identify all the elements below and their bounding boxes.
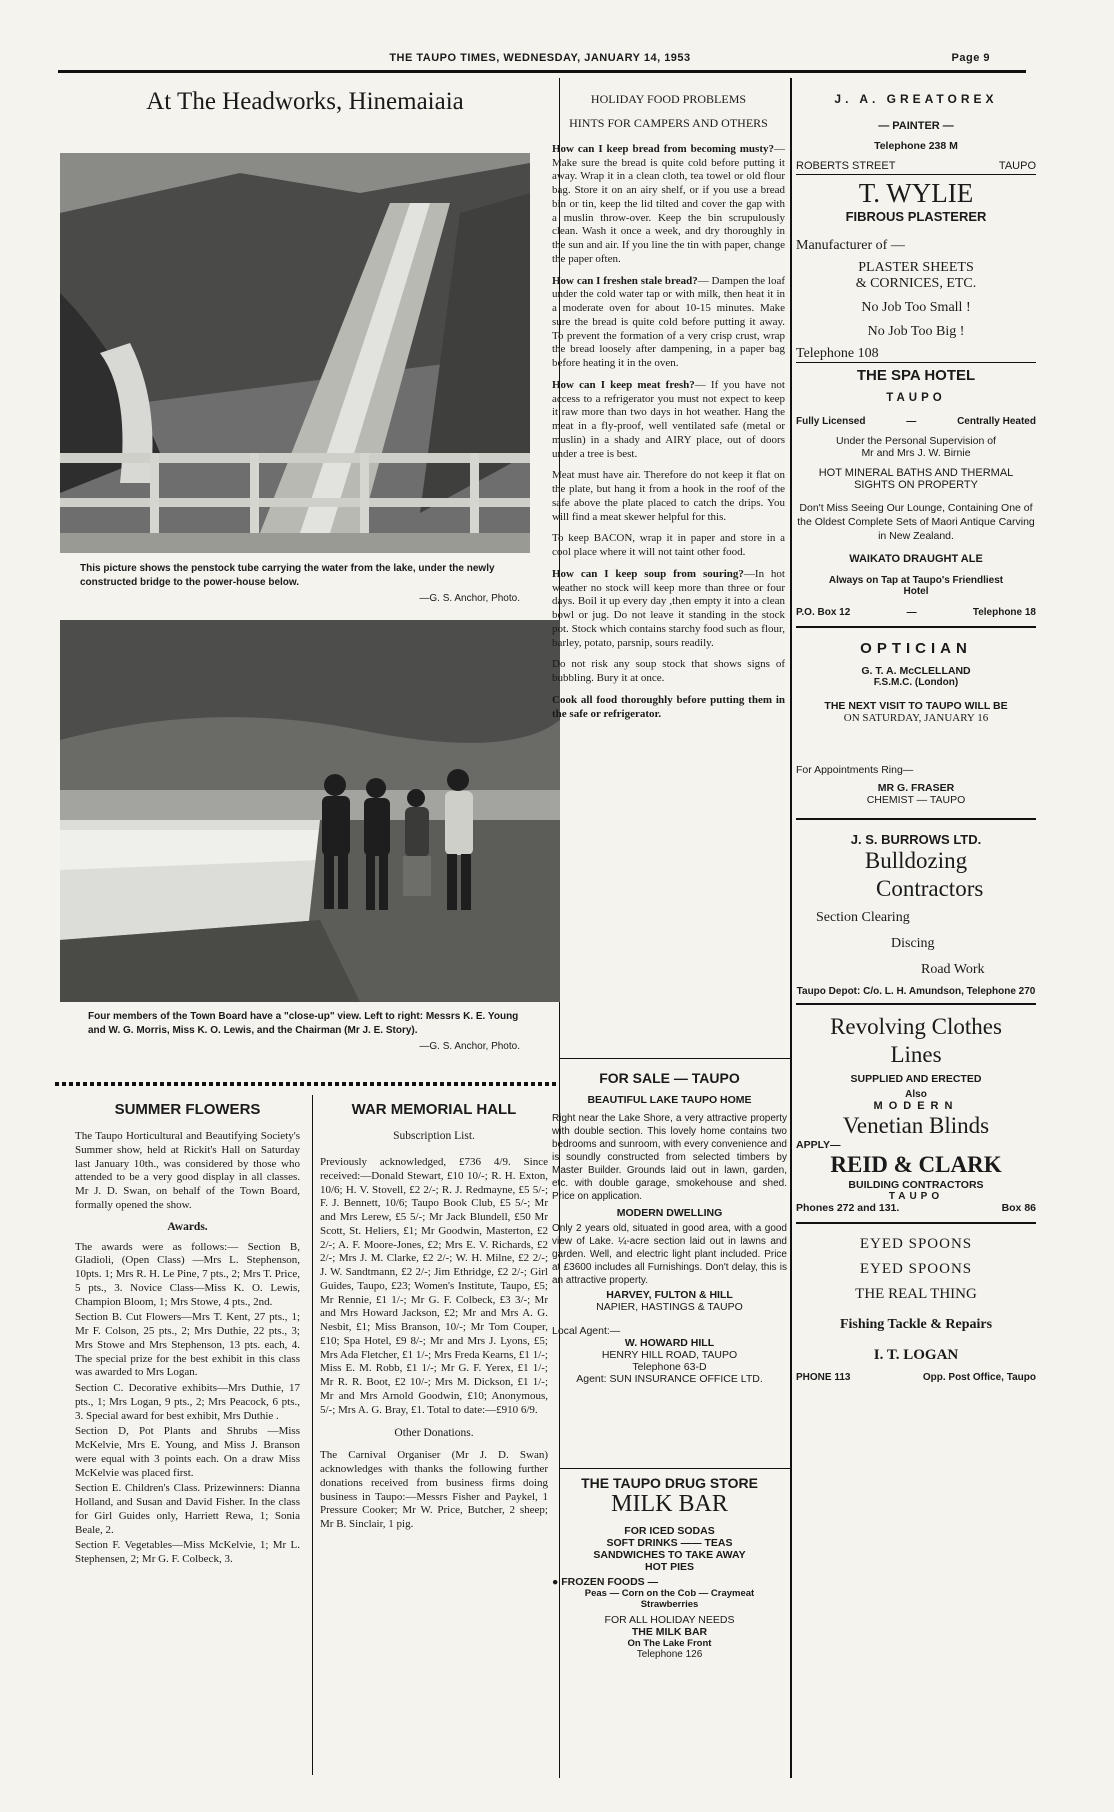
local-agent-label: Local Agent:— — [552, 1325, 621, 1337]
reid-clark-box: Box 86 — [1001, 1201, 1036, 1214]
page-number: Page 9 — [951, 52, 990, 64]
reid-clark-phones: Phones 272 and 131. — [796, 1201, 900, 1214]
penstock-photo-image — [60, 153, 530, 553]
answer: — Dampen the loaf under the cold water tap or with milk, then heat it in a moderate oven for about 10-15 minutes. Make sure the bread is quite cold before putting it away. To prevent the formation of a very crisp crust, wrap the bread loosely after dampening, in a paper bag before heating it in the oven. — [552, 274, 785, 370]
for-sale-ad — [552, 1070, 787, 1490]
spa-hotel-name: THE SPA HOTEL — [856, 366, 976, 384]
lines-title: Lines — [890, 1041, 942, 1067]
greatorex-phone: Telephone 238 M — [874, 140, 958, 152]
logan-name: I. T. LOGAN — [873, 1346, 959, 1363]
awards-heading: Awards. — [167, 1220, 208, 1233]
paragraph: To keep BACON, wrap it in paper and store in a cool place where it will not taint other food. — [552, 532, 785, 559]
burrows-service: Section Clearing — [816, 910, 910, 926]
question: How can I freshen stale bread? — [552, 274, 698, 287]
venetian-title: Venetian Blinds — [842, 1112, 990, 1138]
optician-title: OPTICIAN — [860, 640, 972, 658]
also-label: Also — [905, 1088, 927, 1100]
apply-label: APPLY— — [796, 1139, 841, 1152]
wylie-manufacturer: Manufacturer of — — [796, 237, 905, 253]
question: How can I keep soup from souring? — [552, 567, 744, 580]
drug-store-name: THE TAUPO DRUG STORE — [581, 1475, 758, 1491]
holiday-food-article — [552, 92, 785, 1052]
optician-chemist: CHEMIST — TAUPO — [796, 794, 1036, 820]
spa-licensed: Fully Licensed — [796, 415, 866, 427]
reid-clark-location: TAUPO — [888, 1190, 944, 1202]
spa-po-box: P.O. Box 12 — [796, 607, 851, 619]
agent-name: HARVEY, FULTON & HILL — [606, 1289, 733, 1301]
milk-bar-line: FOR ICED SODAS — [624, 1525, 715, 1538]
optician-date: ON SATURDAY, JANUARY 16 — [843, 712, 989, 725]
awards-paragraph: Section F. Vegetables—Miss McKelvie, 1; Mr L. Stephensen, 2; Mr G. F. Colbeck, 3. — [75, 1539, 300, 1565]
header-rule — [58, 70, 1026, 73]
local-agent-address: HENRY HILL ROAD, TAUPO — [601, 1349, 738, 1361]
spa-phone: Telephone 18 — [972, 607, 1036, 619]
rule — [560, 1058, 790, 1059]
waikato-ale: WAIKATO DRAUGHT ALE — [849, 553, 983, 566]
paragraph: Do not risk any soup stock that shows signs of bubbling. Bury it at once. — [552, 658, 785, 685]
summer-flowers-article — [75, 1095, 300, 1785]
town-board-photo — [60, 620, 560, 1002]
spa-baths: HOT MINERAL BATHS AND THERMAL — [818, 466, 1014, 479]
question: How can I keep meat fresh? — [552, 378, 695, 391]
for-sale-subtitle: BEAUTIFUL LAKE TAUPO HOME — [587, 1094, 752, 1106]
spa-hotel-location: TAUPO — [886, 391, 946, 404]
photo-headline: At The Headworks, Hinemaiaia — [146, 88, 464, 115]
masthead-title: THE TAUPO TIMES, WEDNESDAY, JANUARY 14, 1953 — [389, 52, 691, 64]
milk-bar-line: Strawberries — [640, 1599, 699, 1611]
masthead — [60, 52, 1020, 70]
bullet-icon: ● — [552, 1576, 562, 1589]
insurance-agent: Agent: SUN INSURANCE OFFICE LTD. — [576, 1373, 763, 1385]
modern-dwelling-heading: MODERN DWELLING — [616, 1207, 723, 1219]
wylie-slogan: No Job Too Small ! — [861, 299, 971, 315]
answer: —Make sure the bread is quite cold before putting it away. Wrap it in a clean cloth, tea towel or old flour bag. Store it on an airy shelf, or if you use a bread bin or tin, keep the lid tilted and cover the gap with a muslin throw-over. Keep the bin scrupulously clean. Wash it once a week, and dry thoroughly in the sun and air. If you line the tin with paper, change the paper often. — [552, 142, 785, 265]
real-thing: THE REAL THING — [855, 1285, 977, 1302]
awards-paragraph: Section B. Cut Flowers—Mrs T. Kent, 27 pts., 1; Mr F. Colson, 25 pts., 2; Mrs Duthie, 22 pts., 3; Mrs Stowe and Mrs Stephenson, 13 pts. each, 4. The special prize for the best exhibit in this class was awarded to Mrs Logan. — [75, 1311, 300, 1379]
greatorex-name: J. A. GREATOREX — [834, 92, 998, 106]
reid-clark-trade: BUILDING CONTRACTORS — [848, 1178, 984, 1191]
awards-paragraph: Section E. Children's Class. Prizewinners: Dianna Holland, and Susan and David Fisher. In the class for Girl Guides only, Harriett Rewa, 1; Sonia Beale, 2. — [75, 1482, 300, 1536]
milk-bar-line: HOT PIES — [644, 1561, 694, 1574]
burrows-service: Road Work — [921, 962, 985, 978]
burrows-name: J. S. BURROWS LTD. — [850, 832, 982, 848]
painter-label: — PAINTER — — [878, 120, 954, 132]
column-divider — [790, 78, 792, 1778]
spa-lounge: Don't Miss Seeing Our Lounge, Containing One of the Oldest Complete Sets of Maori Antique Carving in New Zealand. — [797, 501, 1035, 543]
wylie-phone: Telephone 108 — [796, 346, 1036, 363]
answer: —In hot weather no stock will keep more than three or four days. Boil it up every day ,then empty it into a clean bowl or jug. Do not leave it standing in the stock pot. Stock which contains starchy food such as flour, barley, potato, parsnip, sours readily. — [552, 567, 785, 649]
burrows-service: Discing — [891, 936, 935, 952]
right-ads-column: J. A. GREATOREX — PAINTER — Telephone 238 M ROBERTS STREET TAUPO T. WYLIE FIBROUS PLASTERER Manufacturer of — PLASTER SHEETS & CORNICES, ETC. No Job Too Small ! No Job Too Big ! Telephone 108 THE SPA HOTEL TAUPO Fully Licensed — Centrally Heated Under the Personal Supervision of Mr and Mrs J. W. Birnie HOT MINERAL BATHS AND THERMAL SIGHTS ON PROPERTY Don't Miss Seeing Our Lounge, Containing One of the Oldest Complete Sets of Maori Antique Carving in New Zealand. WAIKATO DRAUGHT ALE Always on Tap at Taupo's Friendliest Hotel P.O. Box 12 — Telephone 18 OPTICIAN G. T. A. McCLELLAND F.S.M.C. (London) THE NEXT VISIT TO TAUPO WILL BE ON SATURDAY, JANUARY 16 For Appointments Ring— MR G. FRASER CHEMIST — TAUPO J. S. BURROWS LTD. Bulldozing Contractors Section Clearing Discing Road Work Taupo Depot: C/o. L. H. Amundson, Telephone 270 Revolving Clothes Lines SUPPLIED AND ERECTED Also MODERN Venetian Blinds APPLY— REID & CLARK BUILDING CONTRACTORS TAUPO Phones 272 and 131. Box 86 EYED SPOONS EYED SPOONS THE REAL THING Fishing Tackle & Repairs I. T. LOGAN PHONE 113 Opp. Post Office, Taupo — [796, 92, 1036, 1383]
spa-sights: SIGHTS ON PROPERTY — [854, 478, 978, 491]
modern-dwelling-description: Only 2 years old, situated in good area, with a good view of Lake. ¼-acre section laid out in lawns and garden. Well, and electric light plant included. Price at £3600 includes all Furnishings. Don't delay, this is an attractive property. — [552, 1223, 787, 1286]
eyed-spoons: EYED SPOONS — [859, 1260, 973, 1277]
modern-label: MODERN — [873, 1099, 959, 1112]
rule — [560, 1468, 790, 1469]
milk-bar-line: THE MILK BAR — [631, 1626, 708, 1639]
milk-bar-line: SOFT DRINKS —— TEAS — [606, 1537, 733, 1550]
agent-locations: NAPIER, HASTINGS & TAUPO — [596, 1301, 743, 1313]
summer-flowers-intro: The Taupo Horticultural and Beautifying Society's Summer show, held at Rickit's Hall on Saturday last January 10th., was considered by those who attended to be a very good display in all classes. Mr J. D. Swan, on behalf of the Town Board, formally opened the show. — [75, 1130, 300, 1211]
other-donations-text: The Carnival Organiser (Mr J. D. Swan) acknowledges with thanks the following further donations received from business firms doing business in Taupo:—Messrs Fisher and Paykel, 1 Pressure Cooker; Mr W. Price, Butcher, 2 sheep; Mr B. Sinclair, 1 pig. — [320, 1449, 548, 1530]
column-divider — [312, 1095, 313, 1775]
milk-bar-line: Peas — Corn on the Cob — Craymeat — [584, 1588, 755, 1600]
revolving-title: Revolving Clothes — [830, 1014, 1002, 1040]
milk-bar-line: FOR ALL HOLIDAY NEEDS — [604, 1614, 735, 1627]
question: How can I keep bread from becoming musty? — [552, 142, 774, 155]
town-board-credit: —G. S. Anchor, Photo. — [419, 1041, 520, 1052]
milk-bar-line: SANDWICHES TO TAKE AWAY — [593, 1549, 746, 1562]
paragraph: Meat must have air. Therefore do not keep it flat on the plate, but hang it from a hook in the roof of the safe above the plate placed to catch the drips. You will find a meat skewer helpful for this. — [552, 469, 785, 523]
logan-address: Opp. Post Office, Taupo — [922, 1371, 1036, 1383]
for-sale-title: FOR SALE — TAUPO — [599, 1070, 740, 1086]
optician-contact: MR G. FRASER — [877, 782, 955, 795]
spa-heated: Centrally Heated — [957, 415, 1036, 427]
contractors-title: Contractors — [876, 875, 984, 901]
milk-bar-title: MILK BAR — [611, 1491, 728, 1517]
optician-name: G. T. A. McCLELLAND — [861, 665, 971, 678]
optician-qualification: F.S.M.C. (London) — [873, 677, 959, 689]
penstock-photo — [60, 153, 530, 553]
for-sale-description: Right near the Lake Shore, a very attractive property with double section. This lovely home contains two bedrooms and sunroom, with every convenience and is soundly constructed from selected timbers by Master Builder. Grounds laid out in lawn, garden, etc. with double garage, smokehouse and shed. Price on application. — [552, 1113, 787, 1202]
ale-tagline: Always on Tap at Taupo's Friendliest Hotel — [828, 575, 1004, 598]
burrows-depot: Taupo Depot: C/o. L. H. Amundson, Telephone 270 — [796, 986, 1036, 1005]
milk-bar-ad — [552, 1475, 787, 1715]
subscription-heading: Subscription List. — [393, 1130, 475, 1142]
summer-flowers-title: SUMMER FLOWERS — [114, 1101, 261, 1118]
subscription-list: Previously acknowledged, £736 4/9. Since received:—Donald Stewart, £10 10/-; R. H. Exton, 10/6; H. V. Stovell, £2 2/-; R. J. Redmayne, £5 5/-; F. J. Bennett, 10/6; Taupo Book Club, £5 5/-; Mr and Mrs Lerew, £5 5/-; Mr Jack Blundell, £50 Mr Scott, St. Heliers, £1; Mr Goodwin, Masterton, £2 2/-; A. F. Moore-Jones, £2; Mrs E. V. Richards, £2 2/-; Mrs J. M. Clarke, £2 2/-; W. H. Milne, £2 2/-; J. W. Sandtmann, £2 2/-; Jim Ethridge, £2 2/-; Girl Guides, Taupo, £23; Women's Institute, Taupo, £5; Mr Rennie, £1 1/-; Mr G. F. Colbeck, £3 3/-; Mr and Mrs Howard Jackson, £2; Mr and Mrs A. G. Nesbit, £1; Miss Branson, 10/-; Mr Tom Couper, £10; Spa Hotel, £9 8/-; Mr and Mrs J. Lyons, £5; Mrs Ada Fletcher, £1 1/-; Mrs Freda Kearns, £1 1/-; Miss E. M. Robb, £1 1/-; Mr G. F. Yerex, £1 1/-; Mr R. R. Boot, £2 10/-; Mrs M. Dickson, £1 1/-; Mr and Mrs Arnold Goodwin, £10; Anonymous, 5/-; Mrs A. G. Bray, £1. Total to date:—£910 6/9. — [320, 1156, 548, 1416]
section-divider — [55, 1082, 557, 1086]
fishing-tackle: Fishing Tackle & Repairs — [839, 1316, 993, 1332]
milk-bar-phone: Telephone 126 — [636, 1649, 703, 1661]
town-board-caption: Four members of the Town Board have a "close-up" view. Left to right: Messrs K. E. Young and W. G. Morris, Miss K. O. Lewis, and the Chairman (Mr J. E. Story). — [88, 1011, 519, 1036]
awards-paragraph: Section D, Pot Plants and Shrubs —Miss McKelvie, Mrs E. Young, and Miss J. Branson were equal with 3 points each. On a draw Miss McKelvie was placed first. — [75, 1425, 300, 1479]
penstock-caption: This picture shows the penstock tube carrying the water from the lake, under the newly constructed bridge to the power-house below. — [80, 563, 495, 588]
spa-owners: Mr and Mrs J. W. Birnie — [861, 446, 971, 459]
reid-clark-name: REID & CLARK — [830, 1152, 1002, 1178]
war-memorial-article — [320, 1095, 548, 1785]
wylie-product: PLASTER SHEETS — [858, 259, 974, 275]
milk-bar-line: FROZEN FOODS — — [561, 1576, 659, 1589]
wylie-slogan: No Job Too Big ! — [867, 323, 965, 339]
eyed-spoons: EYED SPOONS — [859, 1235, 973, 1252]
spa-supervision: Under the Personal Supervision of — [836, 434, 996, 447]
local-agent-name: W. HOWARD HILL — [624, 1337, 715, 1349]
bulldozing-title: Bulldozing — [864, 848, 968, 874]
town-board-photo-image — [60, 620, 560, 1002]
wylie-name: T. WYLIE — [858, 178, 974, 208]
wylie-product: & CORNICES, ETC. — [855, 275, 977, 291]
local-agent-phone: Telephone 63-D — [632, 1361, 707, 1373]
wylie-trade: FIBROUS PLASTERER — [845, 208, 987, 224]
awards-paragraph: The awards were as follows:— Section B, Gladioli, (Open Class) —Mrs L. Stephenson, 10pts. 1; Mrs R. H. Le Pine, 7 pts., 2; Mrs T. Price, 5 pts., 3. Novice Class—Miss K. O. Lewis, Champion Bloom, 1; Mrs Stowe, 4 pts., 2nd. — [75, 1240, 300, 1308]
paragraph: Cook all food thoroughly before putting them in the safe or refrigerator. — [552, 693, 785, 720]
penstock-credit: —G. S. Anchor, Photo. — [419, 593, 520, 604]
milk-bar-line: On The Lake Front — [627, 1638, 712, 1650]
answer: — If you have not access to a refrigerator you must not expect to keep it raw more than two days in hot weather. Hang the meat in a fly-proof, well ventilated safe (metal or muslin) in a shady and AIRY place, out of doors under a tree is best. — [552, 378, 785, 460]
holiday-food-subtitle: HINTS FOR CAMPERS AND OTHERS — [569, 116, 768, 131]
other-donations-heading: Other Donations. — [394, 1427, 474, 1440]
roberts-taupo: TAUPO — [998, 160, 1036, 172]
war-memorial-title: WAR MEMORIAL HALL — [351, 1101, 517, 1118]
holiday-food-title: HOLIDAY FOOD PROBLEMS — [590, 92, 747, 106]
optician-appointments: For Appointments Ring— — [796, 764, 914, 777]
supplied-erected: SUPPLIED AND ERECTED — [850, 1072, 982, 1085]
roberts-street: ROBERTS STREET — [796, 160, 896, 172]
optician-visit: THE NEXT VISIT TO TAUPO WILL BE — [824, 700, 1008, 713]
logan-phone: PHONE 113 — [796, 1371, 851, 1383]
awards-paragraph: Section C. Decorative exhibits—Mrs Duthie, 17 pts., 1; Mrs Logan, 9 pts., 2; Mrs Peacock, 6 pts., 3. Special award for best exhibit, Mrs Duthie . — [75, 1382, 300, 1422]
